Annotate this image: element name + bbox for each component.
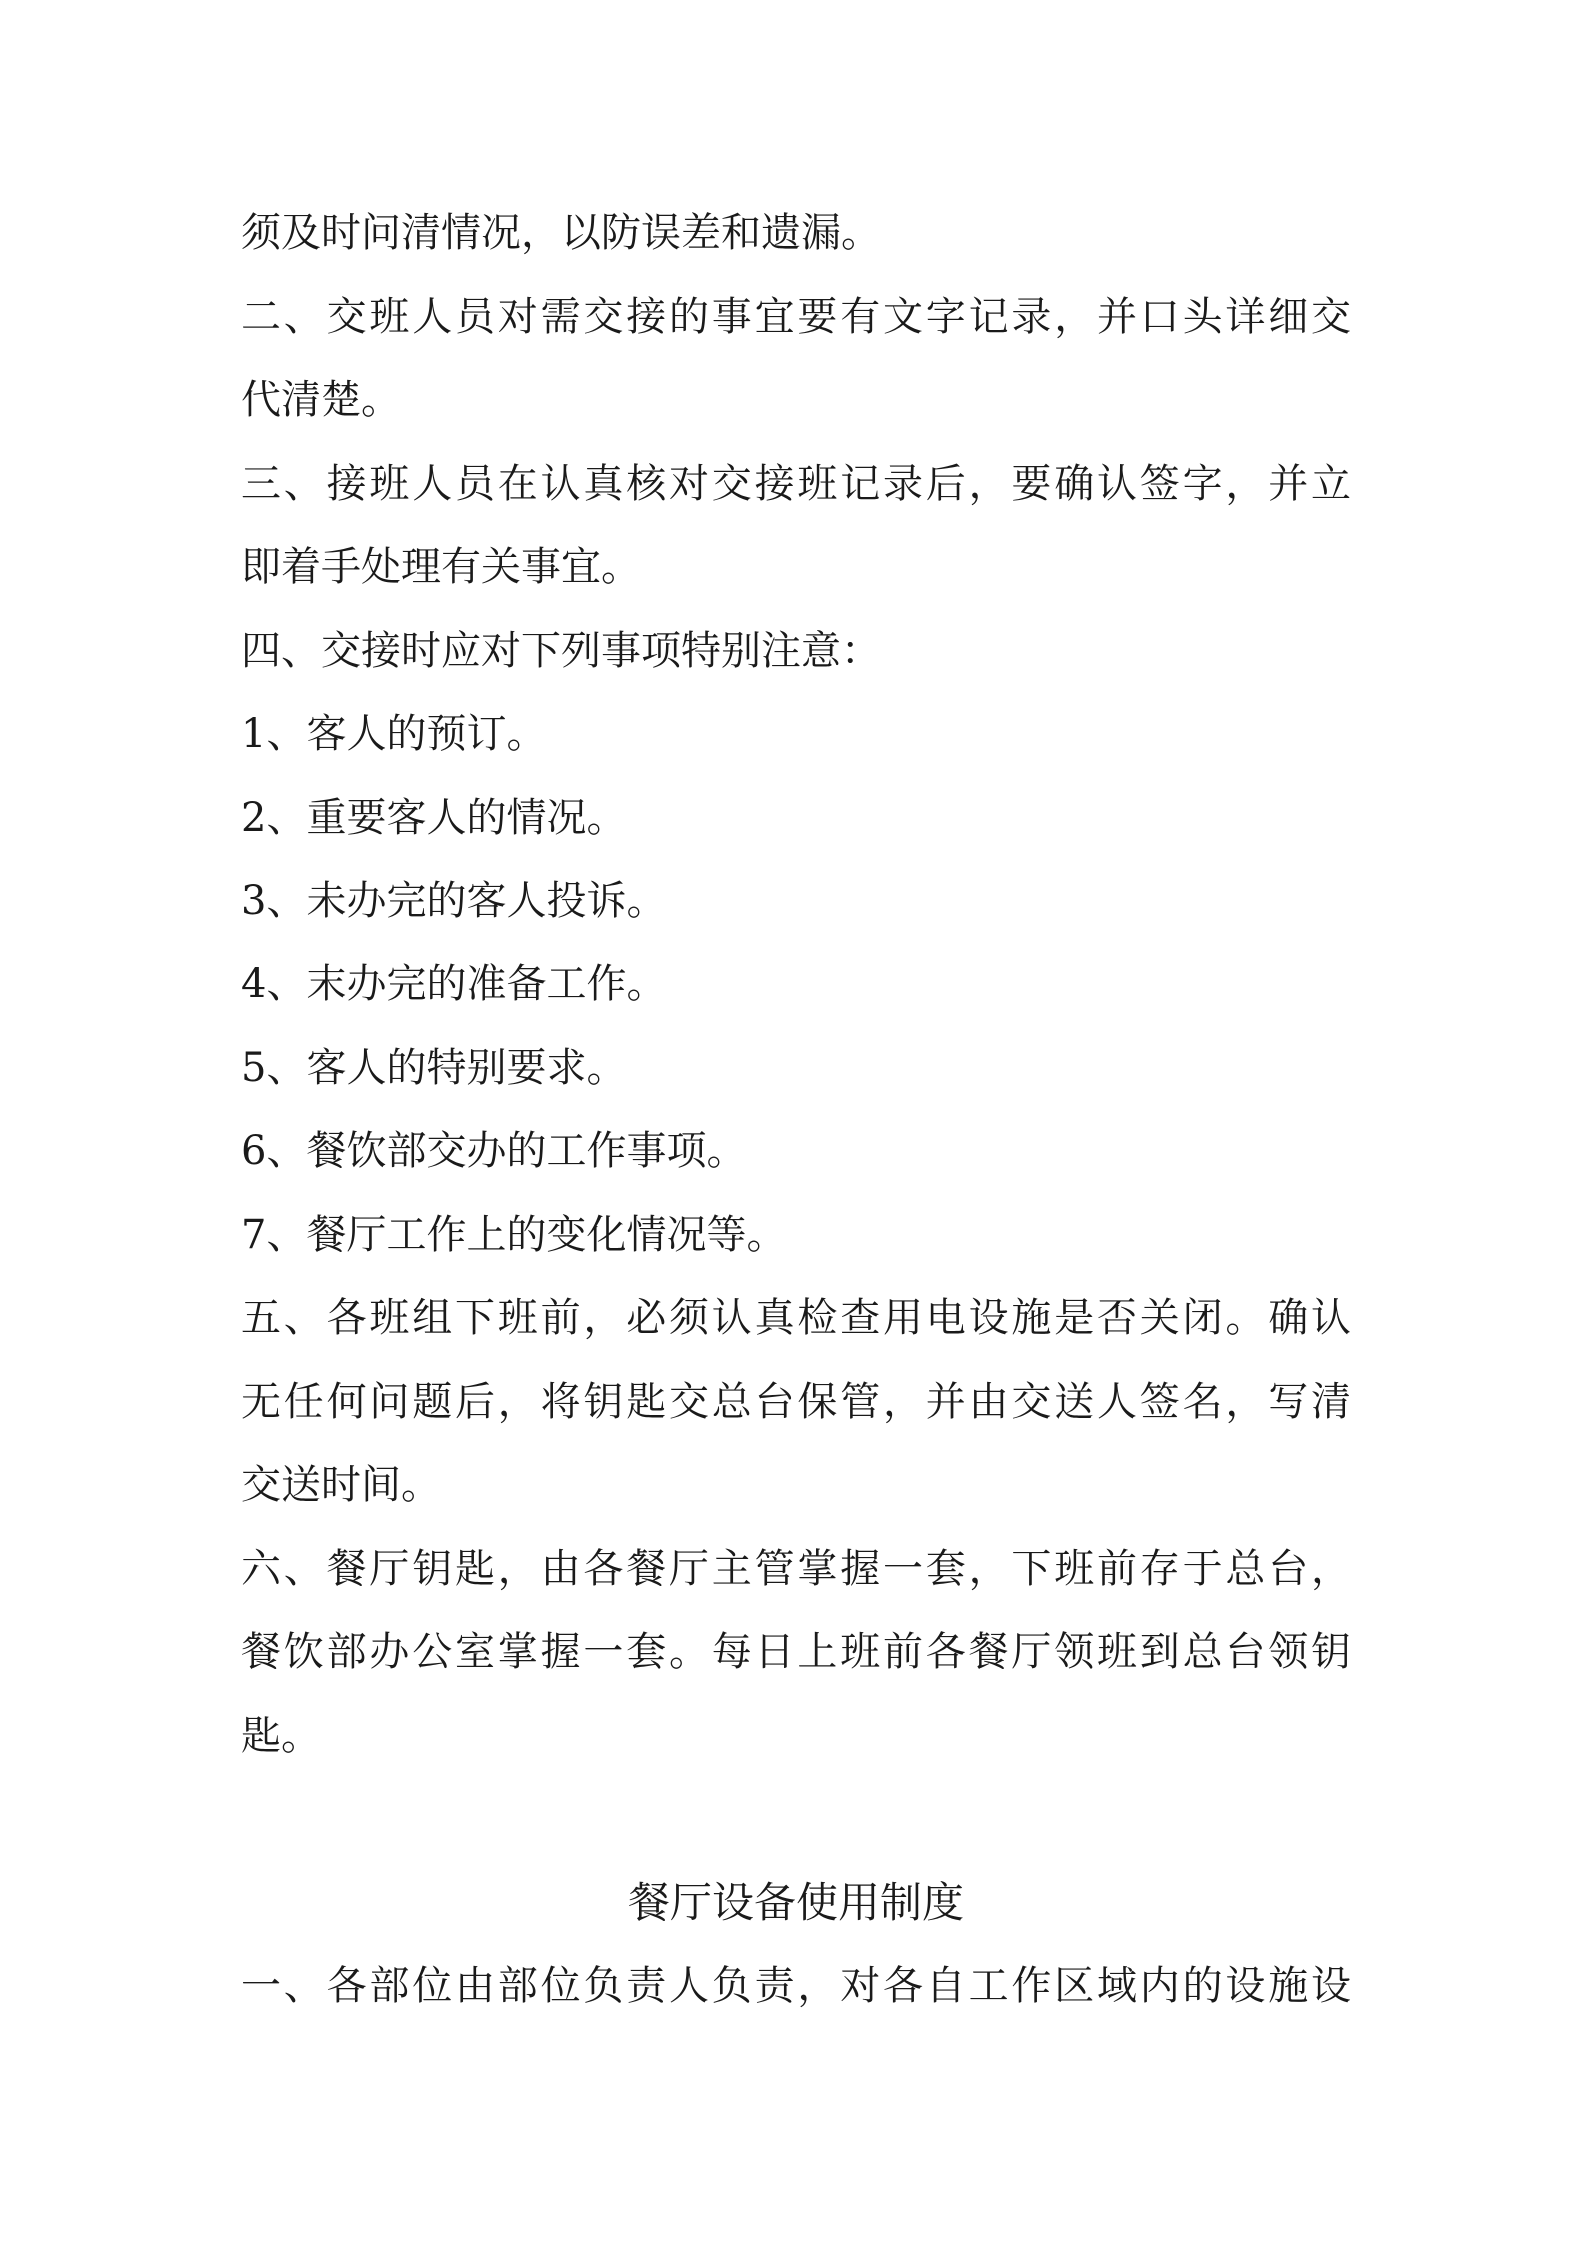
paragraph-line: 代清楚。: [241, 377, 401, 423]
paragraph-line: 匙。: [241, 1713, 321, 1759]
list-item: 3、未办完的客人投诉。: [241, 878, 667, 924]
paragraph-line: 交送时间。: [241, 1462, 441, 1508]
list-item: 7、餐厅工作上的变化情况等。: [241, 1212, 787, 1258]
paragraph-line: 餐饮部办公室掌握一套。每日上班前各餐厅领班到总台领钥: [241, 1629, 1351, 1675]
paragraph-line: 三、接班人员在认真核对交接班记录后，要确认签字，并立: [241, 461, 1351, 507]
list-item: 2、重要客人的情况。: [241, 795, 627, 841]
paragraph-line: 即着手处理有关事宜。: [241, 544, 641, 590]
paragraph-line: 二、交班人员对需交接的事宜要有文字记录，并口头详细交: [241, 294, 1351, 340]
list-item: 1、客人的预订。: [241, 711, 547, 757]
list-item: 5、客人的特别要求。: [241, 1045, 627, 1091]
list-item: 4、末办完的准备工作。: [241, 961, 667, 1007]
paragraph-line: 须及时问清情况，以防误差和遗漏。: [241, 210, 881, 256]
paragraph-line: 无任何问题后，将钥匙交总台保管，并由交送人签名，写清: [241, 1379, 1351, 1425]
list-item: 6、餐饮部交办的工作事项。: [241, 1128, 747, 1174]
paragraph-line: 四、交接时应对下列事项特别注意：: [241, 628, 881, 674]
section-title: 餐厅设备使用制度: [627, 1878, 964, 1927]
paragraph-line: 六、餐厅钥匙，由各餐厅主管掌握一套，下班前存于总台，: [241, 1546, 1351, 1592]
paragraph-line: 一、各部位由部位负责人负责，对各自工作区域内的设施设: [241, 1963, 1351, 2009]
paragraph-line: 五、各班组下班前，必须认真检查用电设施是否关闭。确认: [241, 1295, 1351, 1341]
